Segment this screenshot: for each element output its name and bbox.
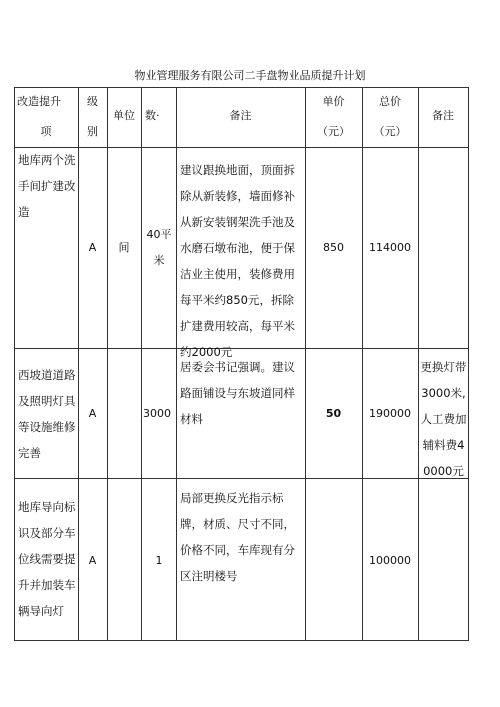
header-unit: 单位 <box>113 109 135 122</box>
row3-item: 地库导向标识及部分车位线需要提升并加装车辆导向灯 <box>18 500 76 618</box>
header-price-line1: 单价 <box>322 95 345 108</box>
row1-qty: 40平米 <box>146 228 172 267</box>
header-total-line2: （元） <box>373 125 407 138</box>
row1-level: A <box>88 241 97 254</box>
row1-item: 地库两个洗手间扩建改造 <box>18 153 76 219</box>
header-level-line1: 级 <box>87 95 98 108</box>
row2-remark: 居委会书记强调。建议路面铺设与东坡道同样材料 <box>180 360 295 426</box>
row2-qty: 3000 <box>143 407 171 420</box>
header-remark2: 备注 <box>432 109 454 122</box>
document-title: 物业管理服务有限公司二手盘物业品质提升计划 <box>134 69 366 82</box>
header-item-line2: 项 <box>40 125 52 138</box>
row3-qty: 1 <box>155 554 163 567</box>
header-total-line1: 总价 <box>379 95 401 108</box>
row2-price: 50 <box>325 407 342 420</box>
row2-level: A <box>88 407 97 420</box>
row1-total: 114000 <box>369 241 411 254</box>
row3-level: A <box>88 554 97 567</box>
header-price-line2: （元） <box>317 125 350 138</box>
header-qty: 数· <box>145 109 160 122</box>
header-remark: 备注 <box>229 109 252 122</box>
row3-remark: 局部更换反光指示标牌，材质、尺寸不同，价格不同，车库现有分区注明楼号 <box>180 491 295 583</box>
row1-unit: 间 <box>118 241 130 254</box>
header-item-line1: 改造提升 <box>17 95 61 108</box>
row1-price: 850 <box>323 241 344 254</box>
row2-item: 西坡道道路及照明灯具等设施维修完善 <box>18 368 76 460</box>
row3-total: 100000 <box>369 554 411 567</box>
row1-remark: 建议跟换地面，顶面拆除从新装修，墙面修补从新安装钢架洗手池及水磨石墩布池，便于保洁业主使用，装修费用每平米约850元，拆除扩建费用较高，每平米约2000元 <box>180 163 295 359</box>
row2-remark2: 更换灯带3000米,人工费加辅料费40000元 <box>420 360 467 478</box>
row2-total: 190000 <box>369 407 411 420</box>
header-level-line2: 别 <box>87 125 98 138</box>
